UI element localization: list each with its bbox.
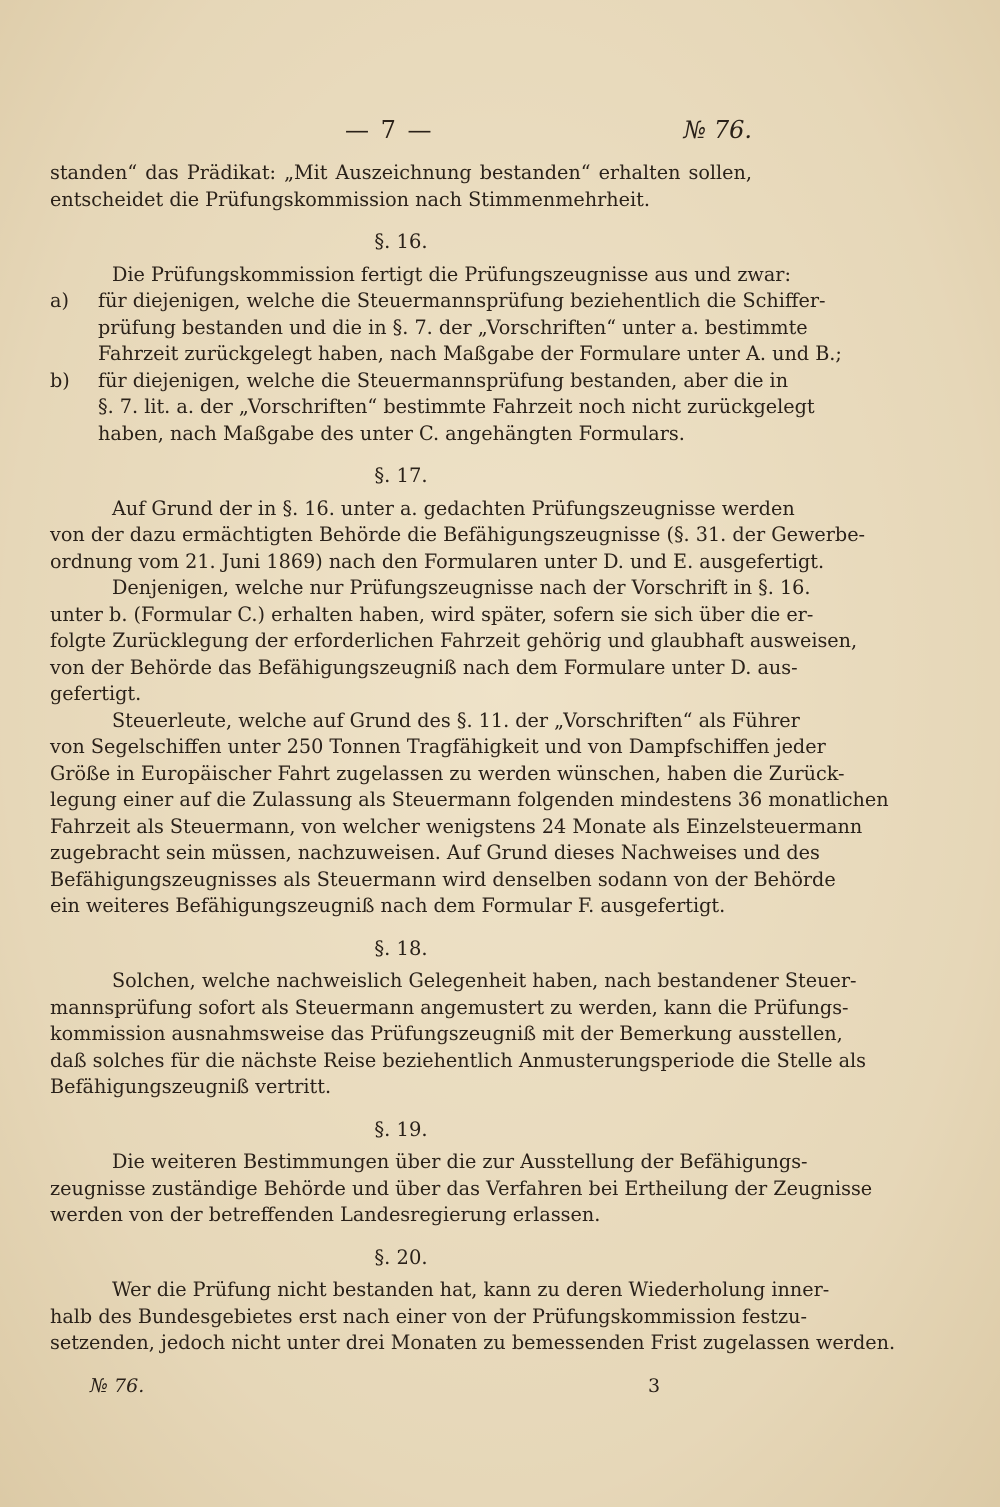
text-line: gefertigt.	[50, 682, 142, 705]
text-line: Fahrzeit als Steuermann, von welcher wenigstens 24 Monate als Einzelsteuermann	[50, 814, 863, 838]
section-heading-16: §. 16.	[374, 230, 428, 253]
text-line: haben, nach Maßgabe des unter C. angehängten Formulars.	[98, 421, 685, 445]
list-item-b	[50, 368, 789, 395]
text-line: Auf Grund der in §. 16. unter a. gedachten Prüfungszeugnisse werden	[112, 496, 795, 520]
list-marker: b)	[50, 368, 70, 392]
list-item-a	[50, 288, 826, 315]
text-line: von der dazu ermächtigten Behörde die Befähigungszeugnisse (§. 31. der Gewerbe-	[50, 523, 866, 546]
text-line: für diejenigen, welche die Steuermannsprüfung bestanden, aber die in	[98, 368, 789, 392]
text-line: Die Prüfungskommission fertigt die Prüfungszeugnisse aus und zwar:	[112, 262, 791, 286]
text-line: halb des Bundesgebietes erst nach einer von der Prüfungskommission festzu-	[50, 1304, 807, 1328]
text-line: standen“ das Prädikat: „Mit Auszeichnung bestanden“ erhalten sollen,	[50, 161, 752, 184]
text-line: ordnung vom 21. Juni 1869) nach den Formularen unter D. und E. ausgefertigt.	[50, 549, 825, 573]
page-body	[50, 160, 896, 1357]
text-line: legung einer auf die Zulassung als Steuermann folgenden mindestens 36 monatlichen	[50, 788, 889, 811]
text-line: §. 7. lit. a. der „Vorschriften“ bestimmte Fahrzeit noch nicht zurückgelegt	[98, 395, 815, 418]
text-line: entscheidet die Prüfungskommission nach Stimmenmehrheit.	[50, 187, 650, 211]
text-line: ein weiteres Befähigungszeugniß nach dem Formular F. ausgefertigt.	[50, 894, 726, 917]
section-heading-19: §. 19.	[374, 1117, 428, 1141]
text-line: setzenden, jedoch nicht unter drei Monaten zu bemessenden Frist zugelassen werden.	[50, 1331, 896, 1354]
text-line: Steuerleute, welche auf Grund des §. 11. der „Vorschriften“ als Führer	[112, 708, 800, 732]
list-marker: a)	[50, 289, 69, 312]
text-line: werden von der betreffenden Landesregierung erlassen.	[50, 1203, 601, 1226]
text-line: Die weiteren Bestimmungen über die zur Ausstellung der Befähigungs-	[112, 1150, 808, 1173]
section-heading-17: §. 17.	[374, 464, 428, 487]
text-line: folgte Zurücklegung der erforderlichen Fahrzeit gehörig und glaubhaft ausweisen,	[50, 629, 858, 652]
sheet-number: 3	[648, 1375, 661, 1397]
issue-number: № 76.	[683, 116, 752, 144]
text-line: Befähigungszeugniß vertritt.	[50, 1075, 332, 1098]
text-line: für diejenigen, welche die Steuermannsprüfung beziehentlich die Schiffer-	[98, 289, 826, 312]
text-line: daß solches für die nächste Reise beziehentlich Anmusterungsperiode die Stelle als	[50, 1048, 866, 1072]
text-line: prüfung bestanden und die in §. 7. der „Vorschriften“ unter a. bestimmte	[98, 315, 808, 339]
text-line: Wer die Prüfung nicht bestanden hat, kann zu deren Wiederholung inner-	[112, 1278, 830, 1301]
text-line: mannsprüfung sofort als Steuermann angemustert zu werden, kann die Prüfungs-	[50, 995, 849, 1019]
text-line: kommission ausnahmsweise das Prüfungszeugniß mit der Bemerkung ausstellen,	[50, 1022, 843, 1045]
footer-signature: № 76.	[90, 1375, 145, 1397]
text-line: zugebracht sein müssen, nachzuweisen. Auf Grund dieses Nachweises und des	[50, 841, 820, 864]
text-line: von der Behörde das Befähigungszeugniß nach dem Formulare unter D. aus-	[50, 655, 798, 679]
section-heading-20: §. 20.	[374, 1245, 428, 1269]
text-line: Befähigungszeugnisses als Steuermann wird denselben sodann von der Behörde	[50, 867, 836, 891]
page-footer	[0, 1375, 1000, 1405]
text-line: Denjenigen, welche nur Prüfungszeugnisse nach der Vorschrift in §. 16.	[112, 576, 811, 599]
text-line: von Segelschiffen unter 250 Tonnen Tragfähigkeit und von Dampfschiffen jeder	[50, 735, 826, 758]
text-line: Fahrzeit zurückgelegt haben, nach Maßgabe der Formulare unter A. und B.;	[98, 342, 842, 365]
section-heading-18: §. 18.	[374, 936, 428, 960]
text-line: zeugnisse zuständige Behörde und über das Verfahren bei Ertheilung der Zeugnisse	[50, 1176, 873, 1200]
text-line: unter b. (Formular C.) erhalten haben, wird später, sofern sie sich über die er-	[50, 602, 814, 626]
page-header	[0, 116, 1000, 150]
page-number: — 7 —	[345, 116, 434, 144]
text-line: Solchen, welche nachweislich Gelegenheit haben, nach bestandener Steuer-	[112, 969, 857, 992]
text-line: Größe in Europäischer Fahrt zugelassen zu werden wünschen, haben die Zurück-	[50, 761, 845, 785]
